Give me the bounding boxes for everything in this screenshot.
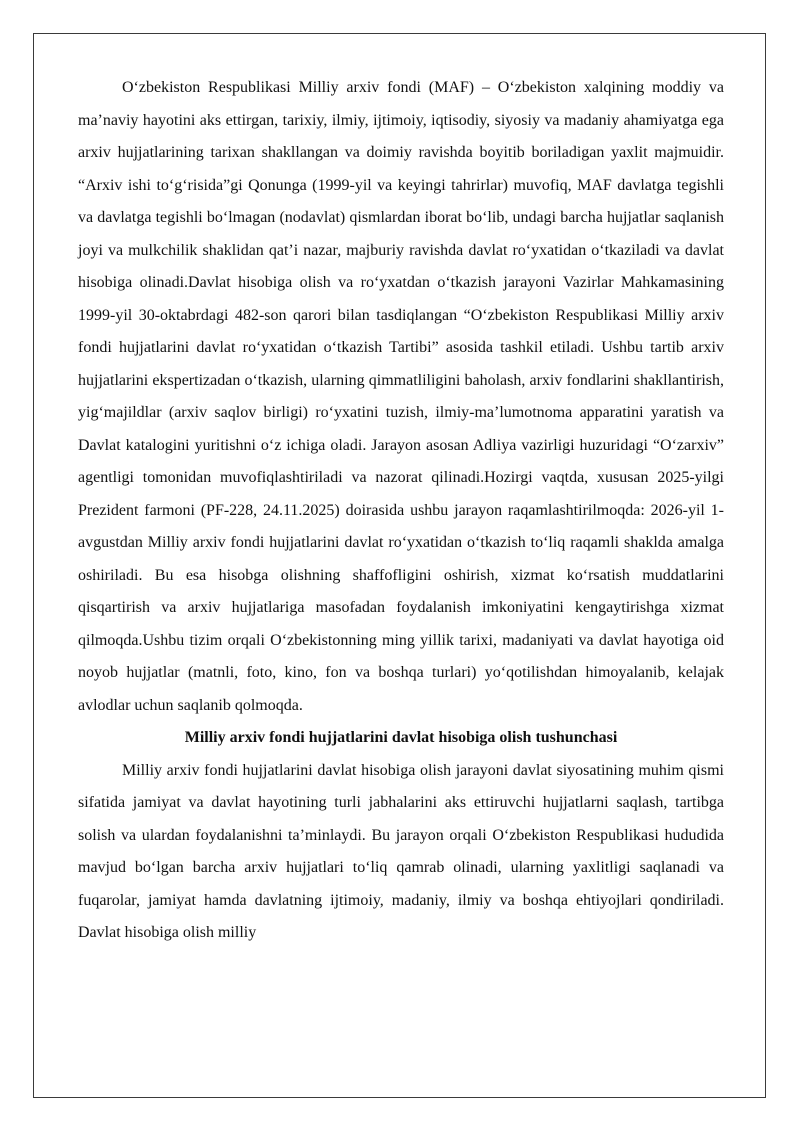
document-body [78,72,724,950]
paragraph-intro: O‘zbekiston Respublikasi Milliy arxiv fondi (MAF) – O‘zbekiston xalqining moddiy va ma’naviy hayotini aks ettirgan, tarixiy, ilmiy, ijtimoiy, iqtisodiy, siyosiy va madaniy ahamiyatga ega arxiv hujjatlarining tarixan shakllangan va doimiy ravishda boyitib boriladigan yaxlit majmuidir. “Arxiv ishi to‘g‘risida”gi Qonunga (1999-yil va keyingi tahrirlar) muvofiq, MAF davlatga tegishli va davlatga tegishli bo‘lmagan (nodavlat) qismlardan iborat bo‘lib, undagi barcha hujjatlar saqlanish joyi va mulkchilik shaklidan qat’i nazar, majburiy ravishda davlat ro‘yxatidan o‘tkaziladi va davlat hisobiga olinadi.Davlat hisobiga olish va ro‘yxatdan o‘tkazish jarayoni Vazirlar Mahkamasining 1999-yil 30-oktabrdagi 482-son qarori bilan tasdiqlangan “O‘zbekiston Respublikasi Milliy arxiv fondi hujjatlarini davlat ro‘yxatidan o‘tkazish Tartibi” asosida tashkil etiladi. Ushbu tartib arxiv hujjatlarini ekspertizadan o‘tkazish, ularning qimmatliligini baholash, arxiv fondlarini shakllantirish, yig‘majildlar (arxiv saqlov birligi) ro‘yxatini tuzish, ilmiy-ma’lumotnoma apparatini yaratish va Davlat katalogini yuritishni o‘z ichiga oladi. Jarayon asosan Adliya vazirligi huzuridagi “O‘zarxiv” agentligi tomonidan muvofiqlashtiriladi va nazorat qilinadi.Hozirgi vaqtda, xususan 2025-yilgi Prezident farmoni (PF-228, 24.11.2025) doirasida ushbu jarayon raqamlashtirilmoqda: 2026-yil 1-avgustdan Milliy arxiv fondi hujjatlarini davlat ro‘yxatidan o‘tkazish to‘liq raqamli shaklda amalga oshiriladi. Bu esa hisobga olishning shaffofligini oshirish, xizmat ko‘rsatish muddatlarini qisqartirish va arxiv hujjatlariga masofadan foydalanish imkoniyatini kengaytirishga xizmat qilmoqda.Ushbu tizim orqali O‘zbekistonning ming yillik tarixi, madaniyati va davlat hayotiga oid noyob hujjatlar (matnli, foto, kino, fon va boshqa turlari) yo‘qotilishdan himoyalanib, kelajak avlodlar uchun saqlanib qolmoqda. [78,79,724,714]
paragraph-section: Milliy arxiv fondi hujjatlarini davlat hisobiga olish jarayoni davlat siyosatining muhim qismi sifatida jamiyat va davlat hayotining turli jabhalarini aks ettiruvchi hujjatlarni saqlash, tartibga solish va ulardan foydalanishni ta’minlaydi. Bu jarayon orqali O‘zbekiston Respublikasi hududida mavjud bo‘lgan barcha arxiv hujjatlari to‘liq qamrab olinadi, ularning yaxlitligi saqlanadi va fuqarolar, jamiyat hamda davlatning ijtimoiy, madaniy, ilmiy va boshqa ehtiyojlari qondiriladi. Davlat hisobiga olish milliy [78,761,724,941]
section-heading: Milliy arxiv fondi hujjatlarini davlat hisobiga olish tushunchasi [184,729,618,746]
